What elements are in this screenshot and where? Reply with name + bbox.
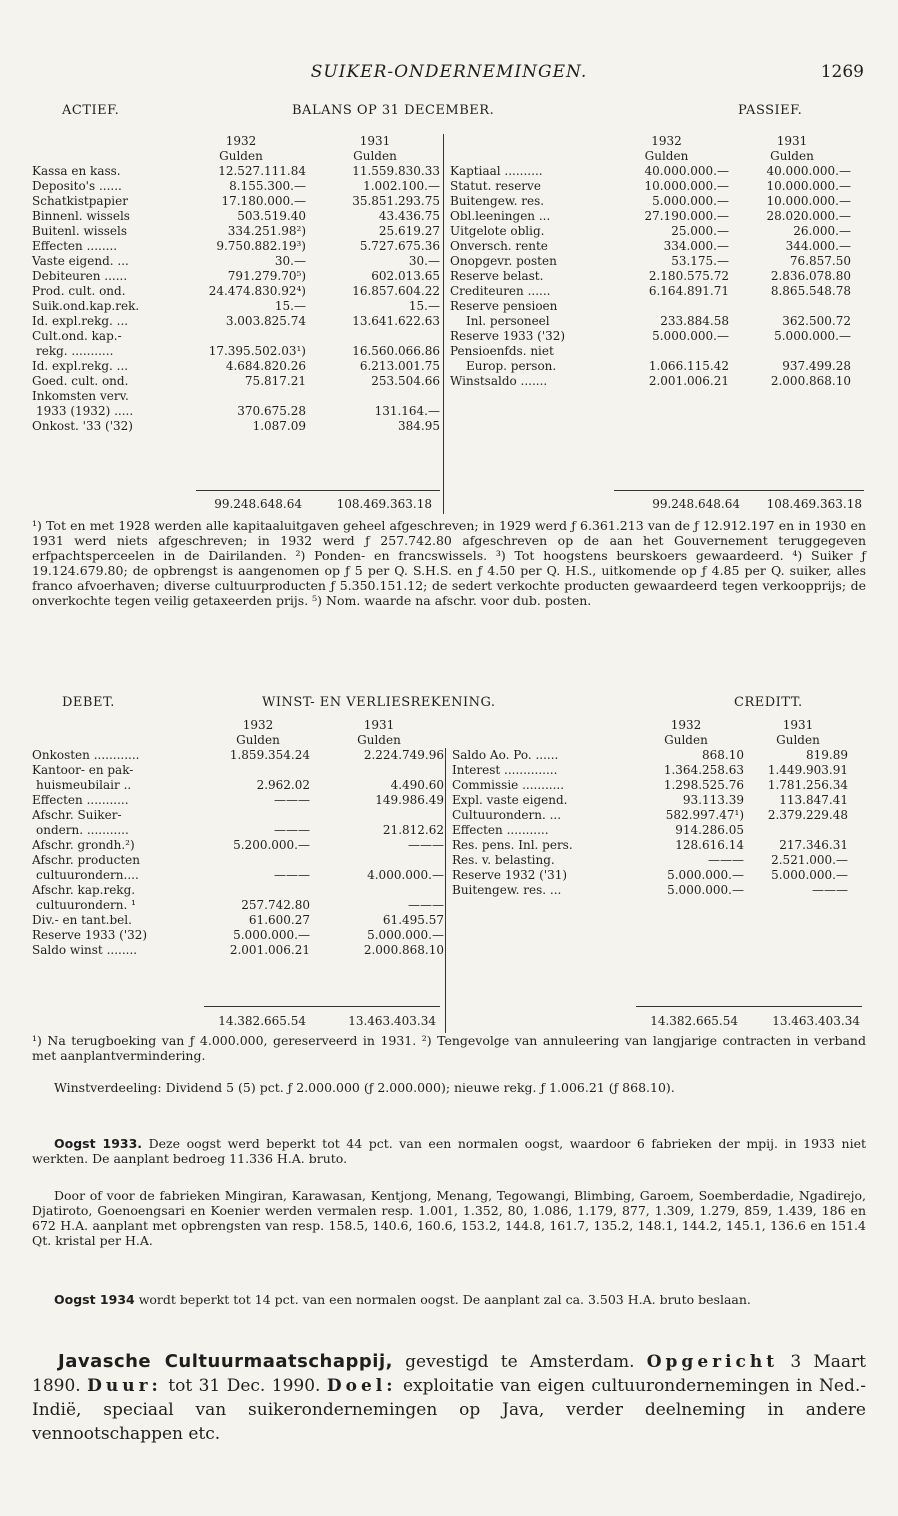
cell-value-1932: 61.600.27 xyxy=(248,913,310,927)
table-row xyxy=(448,254,853,269)
cell-label: Div.- en tant.bel. xyxy=(32,913,132,927)
table-row xyxy=(450,748,850,763)
table-row xyxy=(30,329,442,344)
cell-value-1931: 40.000.000.— xyxy=(766,164,851,178)
table-row xyxy=(30,239,442,254)
total-rule xyxy=(196,490,440,491)
cell-value-1932: 370.675.28 xyxy=(237,404,306,418)
cell-value-1932: 257.742.80 xyxy=(241,898,310,912)
balans-heading: BALANS OP 31 DECEMBER. xyxy=(292,103,495,118)
table-row xyxy=(448,314,853,329)
table-row xyxy=(448,239,853,254)
cell-value-1931: 2.379.229.48 xyxy=(767,808,848,822)
cell-value-1931: 6.213.001.75 xyxy=(359,359,440,373)
table-row xyxy=(450,793,850,808)
cell-label: Prod. cult. ond. xyxy=(32,284,126,298)
table-row xyxy=(30,778,446,793)
cell-value-1931: 1.781.256.34 xyxy=(767,778,848,792)
table-row xyxy=(30,344,442,359)
table-row xyxy=(30,808,446,823)
table-row xyxy=(448,224,853,239)
cell-value-1931: 2.000.868.10 xyxy=(363,943,444,957)
cell-value-1931: 10.000.000.— xyxy=(766,179,851,193)
cell-label: Saldo Ao. Po. ...... xyxy=(452,748,559,762)
page-number: 1269 xyxy=(820,62,864,82)
cell-label: Cult.ond. kap.- xyxy=(32,329,122,343)
cell-label: Deposito's ...... xyxy=(32,179,122,193)
cell-value-1931: 16.560.066.86 xyxy=(352,344,440,358)
cell-value-1932: 53.175.— xyxy=(671,254,729,268)
cell-value-1932: 25.000.— xyxy=(671,224,729,238)
cell-value-1932: 5.000.000.— xyxy=(667,883,744,897)
table-row xyxy=(30,179,442,194)
cell-label: Goed. cult. ond. xyxy=(32,374,129,388)
cell-label: Interest .............. xyxy=(452,763,558,777)
cell-value-1932: 334.000.— xyxy=(663,239,729,253)
cell-label: cultuurondern. ¹ xyxy=(36,898,136,912)
table-row xyxy=(30,314,442,329)
table-row xyxy=(448,194,853,209)
table-row xyxy=(30,419,442,434)
cell-value-1931: 25.619.27 xyxy=(378,224,440,238)
cell-value-1931: 149.986.49 xyxy=(375,793,444,807)
cell-label: ondern. ........... xyxy=(36,823,129,837)
winst-footnote: ¹) Na terugboeking van ƒ 4.000.000, gereserveerd in 1931. ²) Tengevolge van annuleering van langjarige contracten in verband met aanplantvermindering. xyxy=(32,1033,866,1063)
cell-value-1931: 362.500.72 xyxy=(782,314,851,328)
table-row xyxy=(30,793,446,808)
table-row xyxy=(30,853,446,868)
cell-value-1932: 2.001.006.21 xyxy=(648,374,729,388)
actief-table xyxy=(30,134,442,434)
cell-value-1932: 75.817.21 xyxy=(244,374,306,388)
winstverdeeling: Winstverdeeling: Dividend 5 (5) pct. ƒ 2.000.000 (ƒ 2.000.000); nieuwe rekg. ƒ 1.006.21 (ƒ 868.10). xyxy=(54,1080,675,1095)
cell-label: Expl. vaste eigend. xyxy=(452,793,568,807)
cell-label: Reserve 1933 ('32) xyxy=(32,928,148,942)
table-row xyxy=(450,763,850,778)
doel-label: Doel: xyxy=(326,1376,397,1396)
cell-label: Commissie ........... xyxy=(452,778,565,792)
cell-value-1931 xyxy=(308,389,442,404)
cell-label: Onversch. rente xyxy=(450,239,548,253)
cell-value-1931: 253.504.66 xyxy=(371,374,440,388)
year-header: 1931 xyxy=(776,134,808,148)
cell-value-1932: ——— xyxy=(274,793,310,807)
cell-value-1931: 113.847.41 xyxy=(779,793,848,807)
cell-label: Res. v. belasting. xyxy=(452,853,555,867)
table-row xyxy=(30,389,442,404)
cell-label: Kassa en kass. xyxy=(32,164,121,178)
cell-value-1931: 5.000.000.— xyxy=(771,868,848,882)
credit-heading: CREDITT. xyxy=(734,695,803,710)
cell-label: Buitenl. wissels xyxy=(32,224,128,238)
cell-value-1932: ——— xyxy=(274,868,310,882)
cell-value-1931: 13.641.622.63 xyxy=(352,314,440,328)
oogst-1934-label: Oogst 1934 xyxy=(54,1292,135,1307)
duur-value: tot 31 Dec. 1990. xyxy=(161,1376,327,1396)
cell-value-1931: 2.521.000.— xyxy=(771,853,848,867)
cell-value-1931 xyxy=(312,883,446,898)
cell-label: Reserve 1932 ('31) xyxy=(452,868,568,882)
year-header: 1931 xyxy=(359,134,391,148)
page-header xyxy=(0,60,898,86)
winst-total-1932-right: 14.382.665.54 xyxy=(650,1014,738,1028)
cell-label: Schatkistpapier xyxy=(32,194,128,208)
cell-value-1931: 30.— xyxy=(408,254,440,268)
cell-value-1932: 1.087.09 xyxy=(252,419,306,433)
cell-label: Afschr. kap.rekg. xyxy=(32,883,136,897)
year-header: 1931 xyxy=(363,718,395,732)
cell-label: Onkost. '33 ('32) xyxy=(32,419,133,433)
cell-value-1931 xyxy=(731,299,853,314)
cell-value-1932: 93.113.39 xyxy=(682,793,744,807)
cell-label: Id. expl.rekg. ... xyxy=(32,359,129,373)
table-row xyxy=(448,344,853,359)
year-header: 1932 xyxy=(670,718,702,732)
total-rule xyxy=(636,1006,862,1007)
cell-label: Afschr. Suiker- xyxy=(32,808,122,822)
table-row xyxy=(30,823,446,838)
balans-total-1931-left: 108.469.363.18 xyxy=(336,497,432,511)
cell-value-1932: 10.000.000.— xyxy=(644,179,729,193)
cell-value-1932: 15.— xyxy=(274,299,306,313)
cell-value-1932: 5.200.000.— xyxy=(233,838,310,852)
unit-header: Gulden xyxy=(776,733,820,747)
debet-heading: DEBET. xyxy=(62,695,115,710)
cell-value-1932: 1.859.354.24 xyxy=(229,748,310,762)
winst-total-1931-left: 13.463.403.34 xyxy=(348,1014,436,1028)
doel-value: exploitatie van eigen cultuurondernemingen in Ned.-Indië, speciaal van suikerondernemingen op Java, verder deelneming in andere vennootschappen etc. xyxy=(32,1376,866,1444)
cell-value-1931: 1.449.903.91 xyxy=(767,763,848,777)
cell-value-1932: 4.684.820.26 xyxy=(225,359,306,373)
table-row xyxy=(448,164,853,179)
cell-label: Effecten ........... xyxy=(452,823,549,837)
cell-value-1932 xyxy=(204,853,312,868)
cell-value-1931 xyxy=(312,763,446,778)
opgericht-value: 3 Maart 1890. xyxy=(32,1352,866,1396)
cell-value-1932: 8.155.300.— xyxy=(229,179,306,193)
cell-label: Buitengew. res. xyxy=(450,194,545,208)
cell-value-1931: 5.727.675.36 xyxy=(359,239,440,253)
cell-label: rekg. ........... xyxy=(36,344,114,358)
cell-value-1931: 1.002.100.— xyxy=(363,179,440,193)
cell-label: 1933 (1932) ..... xyxy=(36,404,134,418)
unit-header: Gulden xyxy=(219,149,263,163)
table-row xyxy=(30,299,442,314)
unit-header: Gulden xyxy=(353,149,397,163)
cell-value-1932: 5.000.000.— xyxy=(233,928,310,942)
cell-label: Reserve 1933 ('32) xyxy=(450,329,566,343)
cell-value-1932 xyxy=(174,329,308,344)
cell-value-1931: ——— xyxy=(408,898,444,912)
cell-value-1931: 8.865.548.78 xyxy=(770,284,851,298)
cell-value-1932: 40.000.000.— xyxy=(644,164,729,178)
cell-value-1931: 2.224.749.96 xyxy=(363,748,444,762)
cell-value-1932: 27.190.000.— xyxy=(644,209,729,223)
oogst-1933-fabrieken: Door of voor de fabrieken Mingiran, Karawasan, Kentjong, Menang, Tegowangi, Blimbing, Garoem, Soemberdadie, Ngadirejo, Djatiroto, Goenoengsari en Koenier werden vermalen resp. 1.001, 1.352, 80, 1.086, 1.179, 877, 1.309, 1.279, 859, 1.439, 186 en 672 H.A. aanplant met opbrengsten van resp. 158.5, 140.6, 160.6, 153.2, 144.8, 161.7, 135.2, 148.1, 144.2, 145.1, 136.6 en 151.4 Qt. kristal per H.A. xyxy=(32,1188,866,1248)
passief-heading: PASSIEF. xyxy=(738,103,803,118)
cell-value-1931: 5.000.000.— xyxy=(367,928,444,942)
cell-value-1932: 24.474.830.92⁴) xyxy=(208,284,306,298)
unit-header: Gulden xyxy=(770,149,814,163)
cell-label: Debiteuren ...... xyxy=(32,269,128,283)
table-row xyxy=(30,254,442,269)
cell-value-1932: 2.962.02 xyxy=(256,778,310,792)
table-row xyxy=(448,374,853,389)
company-name: Javasche Cultuurmaatschappij, xyxy=(58,1351,393,1372)
table-row xyxy=(30,359,442,374)
cell-value-1931: 26.000.— xyxy=(793,224,851,238)
cell-value-1932: 9.750.882.19³) xyxy=(216,239,306,253)
cell-value-1932: 5.000.000.— xyxy=(652,194,729,208)
cell-value-1931: 15.— xyxy=(408,299,440,313)
credit-table xyxy=(450,718,850,898)
cell-value-1931: 43.436.75 xyxy=(378,209,440,223)
cell-value-1931: 61.495.57 xyxy=(382,913,444,927)
cell-value-1932: 1.066.115.42 xyxy=(648,359,729,373)
cell-value-1931: 10.000.000.— xyxy=(766,194,851,208)
table-row xyxy=(30,374,442,389)
cell-value-1932: 233.884.58 xyxy=(660,314,729,328)
cell-value-1931 xyxy=(312,853,446,868)
table-row xyxy=(30,164,442,179)
cell-value-1931: 2.000.868.10 xyxy=(770,374,851,388)
cell-value-1931: 384.95 xyxy=(398,419,440,433)
cell-label: Onopgevr. posten xyxy=(450,254,557,268)
oogst-1934-paragraph xyxy=(32,1292,866,1307)
cell-value-1931: 131.164.— xyxy=(374,404,440,418)
cell-value-1932 xyxy=(204,763,312,778)
table-row xyxy=(30,269,442,284)
cell-value-1931: 35.851.293.75 xyxy=(352,194,440,208)
cell-value-1931: ——— xyxy=(812,883,848,897)
cell-value-1931: 2.836.078.80 xyxy=(770,269,851,283)
table-row xyxy=(30,898,446,913)
company-paragraph xyxy=(32,1350,866,1446)
cell-value-1932: ——— xyxy=(274,823,310,837)
cell-value-1931: 16.857.604.22 xyxy=(352,284,440,298)
cell-label: Kaptiaal .......... xyxy=(450,164,543,178)
cell-value-1932: 791.279.70⁵) xyxy=(227,269,306,283)
balans-total-1931-right: 108.469.363.18 xyxy=(766,497,862,511)
cell-value-1932: 17.180.000.— xyxy=(221,194,306,208)
year-header: 1932 xyxy=(242,718,274,732)
cell-value-1931: 76.857.50 xyxy=(789,254,851,268)
cell-label: Kantoor- en pak- xyxy=(32,763,134,777)
table-row xyxy=(448,209,853,224)
oogst-1933-paragraph xyxy=(32,1136,866,1166)
cell-value-1932: 12.527.111.84 xyxy=(218,164,306,178)
cell-label: Afschr. grondh.²) xyxy=(32,838,135,852)
cell-value-1931: 819.89 xyxy=(806,748,848,762)
year-header: 1932 xyxy=(225,134,257,148)
balans-total-1932-left: 99.248.648.64 xyxy=(214,497,302,511)
table-row xyxy=(450,868,850,883)
table-row xyxy=(30,763,446,778)
table-row xyxy=(448,299,853,314)
cell-value-1931 xyxy=(746,823,850,838)
cell-label: Effecten ........ xyxy=(32,239,118,253)
opgericht-label: Opgericht xyxy=(646,1352,779,1372)
cell-label: Suik.ond.kap.rek. xyxy=(32,299,140,313)
cell-value-1931: 217.346.31 xyxy=(779,838,848,852)
year-header: 1932 xyxy=(651,134,682,148)
winst-total-1932-left: 14.382.665.54 xyxy=(218,1014,306,1028)
cell-label: Inkomsten verv. xyxy=(32,389,129,403)
cell-value-1931: 11.559.830.33 xyxy=(352,164,440,178)
cell-value-1932: 582.997.47¹) xyxy=(665,808,744,822)
cell-value-1932: 5.000.000.— xyxy=(652,329,729,343)
oogst-1934-text: wordt beperkt tot 14 pct. van een normalen oogst. De aanplant zal ca. 3.503 H.A. bruto beslaan. xyxy=(134,1292,751,1307)
cell-label: Statut. reserve xyxy=(450,179,541,193)
balans-total-1932-right: 99.248.648.64 xyxy=(652,497,740,511)
table-row xyxy=(30,883,446,898)
cell-value-1931: ——— xyxy=(408,838,444,852)
table-row xyxy=(30,913,446,928)
table-row xyxy=(448,359,853,374)
cell-value-1932: ——— xyxy=(708,853,744,867)
balans-footnote: ¹) Tot en met 1928 werden alle kapitaaluitgaven geheel afgeschreven; in 1929 werd ƒ 6.361.213 van de ƒ 12.912.197 en in 1930 en 1931 werd niets afgeschreven; in 1932 werd ƒ 257.742.80 afgeschreven op de aan het Gouvernement teruggegeven erfpachtsperceelen in de Dairilanden. ²) Ponden- en francswissels. ³) Tot hoogstens beurskoers gewaardeerd. ⁴) Suiker ƒ 19.124.679.80; de opbrengst is aangenomen op ƒ 5 per Q. S.H.S. en ƒ 4.50 per Q. H.S., uitkomende op ƒ 4.85 per Q. suiker, alles franco afvoerhaven; diverse cultuurproducten ƒ 5.350.151.12; de sedert verkochte producten gewaardeerd tegen verkoopprijs; de onverkochte tegen veilig getaxeerden prijs. ⁵) Nom. waarde na afschr. voor dub. posten. xyxy=(32,518,866,608)
cell-value-1932 xyxy=(602,344,731,359)
cell-value-1931: 21.812.62 xyxy=(382,823,444,837)
cell-value-1931: 344.000.— xyxy=(785,239,851,253)
cell-label: Obl.leeningen ... xyxy=(450,209,551,223)
cell-label: Res. pens. Inl. pers. xyxy=(452,838,573,852)
cell-value-1932: 334.251.98²) xyxy=(227,224,306,238)
cell-label: Uitgelote oblig. xyxy=(450,224,545,238)
cell-label: Effecten ........... xyxy=(32,793,129,807)
cell-value-1932: 5.000.000.— xyxy=(667,868,744,882)
table-row xyxy=(450,778,850,793)
cell-label: Binnenl. wissels xyxy=(32,209,130,223)
table-row xyxy=(450,838,850,853)
cell-value-1932 xyxy=(174,389,308,404)
cell-value-1932 xyxy=(204,883,312,898)
table-row xyxy=(450,883,850,898)
cell-value-1932: 17.395.502.03¹) xyxy=(208,344,306,358)
winst-total-1931-right: 13.463.403.34 xyxy=(772,1014,860,1028)
cell-value-1932: 6.164.891.71 xyxy=(648,284,729,298)
table-row xyxy=(448,329,853,344)
company-seat: gevestigd te Amsterdam. xyxy=(392,1352,635,1372)
cell-value-1931: 28.020.000.— xyxy=(766,209,851,223)
cell-value-1931: 4.490.60 xyxy=(390,778,444,792)
cell-value-1932: 2.180.575.72 xyxy=(648,269,729,283)
table-row xyxy=(450,808,850,823)
cell-label: Winstsaldo ....... xyxy=(450,374,548,388)
cell-label: Buitengew. res. ... xyxy=(452,883,562,897)
cell-label: Inl. personeel xyxy=(466,314,550,328)
cell-value-1931 xyxy=(308,329,442,344)
cell-value-1932 xyxy=(204,808,312,823)
cell-label: cultuurondern.... xyxy=(36,868,139,882)
winst-divider xyxy=(445,748,446,1033)
oogst-1933-label: Oogst 1933. xyxy=(54,1136,143,1151)
unit-header: Gulden xyxy=(357,733,401,747)
unit-header: Gulden xyxy=(236,733,280,747)
cell-value-1931: 937.499.28 xyxy=(782,359,851,373)
page-title: SUIKER-ONDERNEMINGEN. xyxy=(310,62,588,82)
table-row xyxy=(30,748,446,763)
cell-value-1932: 1.298.525.76 xyxy=(663,778,744,792)
year-header: 1931 xyxy=(782,718,814,732)
duur-label: Duur: xyxy=(87,1376,162,1396)
table-row xyxy=(30,943,446,958)
cell-label: Onkosten ............ xyxy=(32,748,140,762)
cell-label: Europ. person. xyxy=(466,359,557,373)
cell-value-1932: 914.286.05 xyxy=(675,823,744,837)
actief-heading: ACTIEF. xyxy=(62,103,120,118)
total-rule xyxy=(614,490,864,491)
cell-label: Saldo winst ........ xyxy=(32,943,138,957)
cell-label: Crediteuren ...... xyxy=(450,284,551,298)
cell-label: Pensioenfds. niet xyxy=(450,344,554,358)
cell-value-1932: 1.364.258.63 xyxy=(663,763,744,777)
table-row xyxy=(30,928,446,943)
total-rule xyxy=(204,1006,440,1007)
table-row xyxy=(30,224,442,239)
table-row xyxy=(30,284,442,299)
cell-value-1932: 503.519.40 xyxy=(237,209,306,223)
cell-value-1931 xyxy=(312,808,446,823)
cell-value-1931: 602.013.65 xyxy=(371,269,440,283)
unit-header: Gulden xyxy=(664,733,708,747)
cell-label: Reserve belast. xyxy=(450,269,544,283)
cell-value-1932: 2.001.006.21 xyxy=(229,943,310,957)
table-row xyxy=(448,179,853,194)
cell-value-1932 xyxy=(602,299,731,314)
passief-table xyxy=(448,134,853,389)
cell-value-1932: 3.003.825.74 xyxy=(225,314,306,328)
table-row xyxy=(30,209,442,224)
table-row xyxy=(30,404,442,419)
cell-value-1931: 5.000.000.— xyxy=(774,329,851,343)
debet-table xyxy=(30,718,446,958)
cell-value-1932: 868.10 xyxy=(702,748,744,762)
table-row xyxy=(30,194,442,209)
oogst-1933-text: Deze oogst werd beperkt tot 44 pct. van een normalen oogst, waardoor 6 fabrieken der mpij. in 1933 niet werkten. De aanplant bedroeg 11.336 H.A. bruto. xyxy=(32,1136,867,1166)
unit-header: Gulden xyxy=(644,149,689,163)
table-row xyxy=(30,868,446,883)
table-row xyxy=(448,269,853,284)
table-row xyxy=(450,823,850,838)
cell-label: Afschr. producten xyxy=(32,853,140,867)
winst-heading: WINST- EN VERLIESREKENING. xyxy=(262,695,496,710)
cell-label: Vaste eigend. ... xyxy=(32,254,129,268)
cell-value-1932: 128.616.14 xyxy=(675,838,744,852)
cell-value-1931 xyxy=(731,344,853,359)
cell-label: Cultuurondern. ... xyxy=(452,808,562,822)
cell-label: huismeubilair .. xyxy=(36,778,132,792)
table-row xyxy=(448,284,853,299)
table-row xyxy=(450,853,850,868)
table-row xyxy=(30,838,446,853)
cell-value-1931: 4.000.000.— xyxy=(367,868,444,882)
cell-label: Reserve pensioen xyxy=(450,299,558,313)
cell-value-1932: 30.— xyxy=(274,254,306,268)
balans-divider xyxy=(443,134,444,514)
cell-label: Id. expl.rekg. ... xyxy=(32,314,129,328)
